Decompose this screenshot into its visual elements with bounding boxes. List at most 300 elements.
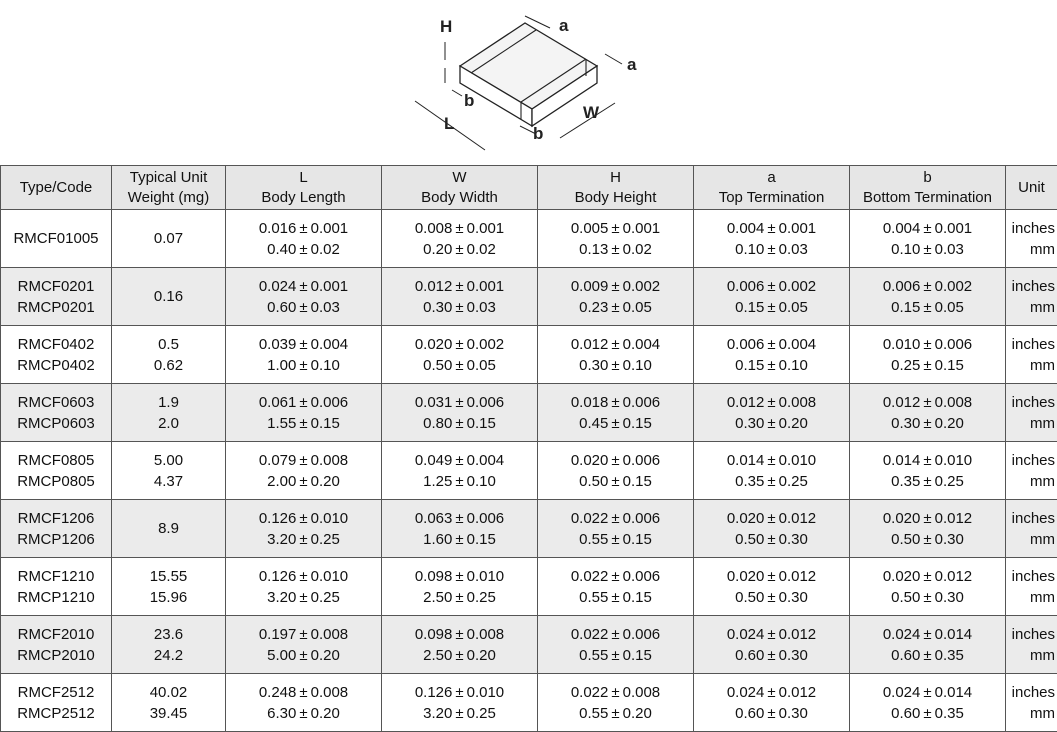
unit-weight: 0.62 (112, 355, 225, 376)
nominal-value: 0.006 (727, 336, 765, 353)
unit-weight: 0.5 (112, 334, 225, 355)
plus-minus-sign: ± (452, 415, 466, 432)
value-mm (382, 587, 537, 608)
unit-mm: mm (1006, 529, 1055, 550)
column-header-subtitle: Bottom Termination (850, 188, 1005, 208)
plus-minus-sign: ± (764, 299, 778, 316)
nominal-value: 6.30 (267, 705, 296, 722)
value-inches (694, 566, 849, 587)
tolerance-value: 0.008 (623, 684, 661, 701)
nominal-value: 0.020 (727, 510, 765, 527)
tolerance-value: 0.014 (935, 626, 973, 643)
plus-minus-sign: ± (764, 415, 778, 432)
tolerance-value: 0.20 (311, 647, 340, 664)
plus-minus-sign: ± (764, 473, 778, 490)
type-code: RMCP1210 (1, 587, 111, 608)
tolerance-value: 0.35 (935, 647, 964, 664)
nominal-value: 0.008 (415, 220, 453, 237)
dimension-cell (694, 326, 850, 384)
dimension-cell (694, 210, 850, 268)
tolerance-value: 0.001 (467, 278, 505, 295)
plus-minus-sign: ± (920, 647, 934, 664)
unit-inches: inches (1006, 508, 1055, 529)
value-mm (694, 413, 849, 434)
nominal-value: 0.126 (259, 568, 297, 585)
resistor-dimension-diagram (400, 8, 660, 158)
plus-minus-sign: ± (920, 336, 934, 353)
type-code: RMCF01005 (1, 228, 111, 249)
dimension-cell (694, 442, 850, 500)
value-inches (382, 276, 537, 297)
tolerance-value: 0.004 (467, 452, 505, 469)
dimension-cell (382, 558, 538, 616)
value-inches (226, 392, 381, 413)
value-mm (226, 239, 381, 260)
plus-minus-sign: ± (296, 394, 310, 411)
type-code: RMCF0201 (1, 276, 111, 297)
column-header (1006, 166, 1057, 210)
plus-minus-sign: ± (920, 568, 934, 585)
tolerance-value: 0.001 (467, 220, 505, 237)
nominal-value: 2.50 (423, 647, 452, 664)
value-inches (226, 334, 381, 355)
tolerance-value: 0.30 (935, 531, 964, 548)
nominal-value: 0.006 (727, 278, 765, 295)
dimension-cell (538, 558, 694, 616)
nominal-value: 0.061 (259, 394, 297, 411)
value-mm (226, 413, 381, 434)
weight-cell (112, 210, 226, 268)
plus-minus-sign: ± (452, 452, 466, 469)
value-mm (850, 471, 1005, 492)
unit-weight: 24.2 (112, 645, 225, 666)
nominal-value: 1.25 (423, 473, 452, 490)
nominal-value: 0.020 (415, 336, 453, 353)
value-mm (226, 703, 381, 724)
weight-cell (112, 500, 226, 558)
unit-weight: 15.96 (112, 587, 225, 608)
plus-minus-sign: ± (296, 241, 310, 258)
value-mm (850, 355, 1005, 376)
value-inches (538, 392, 693, 413)
table-row (1, 674, 1057, 732)
tolerance-value: 0.010 (935, 452, 973, 469)
nominal-value: 3.20 (267, 531, 296, 548)
nominal-value: 0.50 (579, 473, 608, 490)
tolerance-value: 0.002 (623, 278, 661, 295)
tolerance-value: 0.001 (623, 220, 661, 237)
table-row (1, 616, 1057, 674)
weight-cell (112, 442, 226, 500)
dimension-cell (382, 500, 538, 558)
nominal-value: 0.024 (883, 626, 921, 643)
nominal-value: 0.014 (727, 452, 765, 469)
value-mm (538, 471, 693, 492)
unit-inches: inches (1006, 392, 1055, 413)
plus-minus-sign: ± (296, 568, 310, 585)
nominal-value: 2.50 (423, 589, 452, 606)
plus-minus-sign: ± (452, 278, 466, 295)
dimensions-table (0, 165, 1057, 732)
nominal-value: 0.014 (883, 452, 921, 469)
tolerance-value: 0.010 (311, 510, 349, 527)
value-mm (694, 529, 849, 550)
nominal-value: 0.60 (735, 647, 764, 664)
value-mm (694, 297, 849, 318)
tolerance-value: 0.001 (311, 278, 349, 295)
column-header (226, 166, 382, 210)
nominal-value: 0.50 (735, 589, 764, 606)
tolerance-value: 0.30 (935, 589, 964, 606)
nominal-value: 0.126 (259, 510, 297, 527)
nominal-value: 0.079 (259, 452, 297, 469)
tolerance-value: 0.02 (467, 241, 496, 258)
column-header-subtitle: Body Height (538, 188, 693, 208)
type-code: RMCP0603 (1, 413, 111, 434)
tolerance-value: 0.006 (311, 394, 349, 411)
plus-minus-sign: ± (920, 299, 934, 316)
plus-minus-sign: ± (608, 568, 622, 585)
dimension-cell (226, 326, 382, 384)
tolerance-value: 0.001 (311, 220, 349, 237)
nominal-value: 0.60 (891, 647, 920, 664)
tolerance-value: 0.006 (935, 336, 973, 353)
unit-mm: mm (1006, 355, 1055, 376)
tolerance-value: 0.20 (467, 647, 496, 664)
nominal-value: 0.012 (727, 394, 765, 411)
tolerance-value: 0.10 (779, 357, 808, 374)
plus-minus-sign: ± (608, 589, 622, 606)
tolerance-value: 0.010 (467, 684, 505, 701)
nominal-value: 0.197 (259, 626, 297, 643)
column-header-subtitle: Top Termination (694, 188, 849, 208)
plus-minus-sign: ± (764, 531, 778, 548)
nominal-value: 0.016 (259, 220, 297, 237)
unit-mm: mm (1006, 297, 1055, 318)
unit-cell (1006, 268, 1057, 326)
nominal-value: 1.60 (423, 531, 452, 548)
unit-mm: mm (1006, 471, 1055, 492)
tolerance-value: 0.010 (467, 568, 505, 585)
value-mm (538, 297, 693, 318)
unit-cell (1006, 210, 1057, 268)
dimension-cell (538, 442, 694, 500)
dimension-cell (850, 558, 1006, 616)
plus-minus-sign: ± (452, 299, 466, 316)
nominal-value: 0.30 (891, 415, 920, 432)
dimension-cell (538, 500, 694, 558)
plus-minus-sign: ± (296, 357, 310, 374)
nominal-value: 5.00 (267, 647, 296, 664)
value-mm (538, 703, 693, 724)
tolerance-value: 0.15 (467, 531, 496, 548)
tolerance-value: 0.05 (467, 357, 496, 374)
plus-minus-sign: ± (920, 415, 934, 432)
plus-minus-sign: ± (608, 684, 622, 701)
tolerance-value: 0.30 (779, 705, 808, 722)
tolerance-value: 0.15 (467, 415, 496, 432)
tolerance-value: 0.006 (623, 626, 661, 643)
plus-minus-sign: ± (296, 705, 310, 722)
dimension-cell (382, 674, 538, 732)
plus-minus-sign: ± (920, 531, 934, 548)
type-code-cell (1, 616, 112, 674)
type-code: RMCF2512 (1, 682, 111, 703)
unit-mm: mm (1006, 239, 1055, 260)
nominal-value: 0.55 (579, 647, 608, 664)
nominal-value: 0.15 (891, 299, 920, 316)
nominal-value: 0.35 (891, 473, 920, 490)
nominal-value: 0.010 (883, 336, 921, 353)
value-mm (538, 645, 693, 666)
tolerance-value: 0.014 (935, 684, 973, 701)
table-row (1, 210, 1057, 268)
plus-minus-sign: ± (920, 394, 934, 411)
type-code: RMCF1210 (1, 566, 111, 587)
plus-minus-sign: ± (920, 473, 934, 490)
l-label: L (444, 114, 454, 133)
tolerance-value: 0.008 (779, 394, 817, 411)
value-mm (694, 471, 849, 492)
nominal-value: 1.00 (267, 357, 296, 374)
column-header (694, 166, 850, 210)
dimension-cell (382, 210, 538, 268)
unit-mm: mm (1006, 703, 1055, 724)
column-header-title: L (226, 168, 381, 188)
value-inches (694, 508, 849, 529)
unit-weight: 5.00 (112, 450, 225, 471)
tolerance-value: 0.008 (311, 626, 349, 643)
value-inches (538, 276, 693, 297)
nominal-value: 0.55 (579, 705, 608, 722)
plus-minus-sign: ± (296, 452, 310, 469)
tolerance-value: 0.008 (935, 394, 973, 411)
nominal-value: 0.022 (571, 684, 609, 701)
tolerance-value: 0.15 (935, 357, 964, 374)
tolerance-value: 0.15 (623, 531, 652, 548)
dimension-cell (694, 500, 850, 558)
nominal-value: 0.024 (727, 684, 765, 701)
nominal-value: 0.004 (727, 220, 765, 237)
unit-inches: inches (1006, 334, 1055, 355)
h-label: H (440, 17, 452, 36)
tolerance-value: 0.15 (623, 415, 652, 432)
value-mm (694, 239, 849, 260)
value-inches (382, 508, 537, 529)
plus-minus-sign: ± (452, 473, 466, 490)
tolerance-value: 0.002 (467, 336, 505, 353)
value-mm (850, 297, 1005, 318)
nominal-value: 0.80 (423, 415, 452, 432)
unit-mm: mm (1006, 413, 1055, 434)
unit-mm: mm (1006, 645, 1055, 666)
type-code: RMCP0201 (1, 297, 111, 318)
value-inches (382, 218, 537, 239)
plus-minus-sign: ± (296, 220, 310, 237)
plus-minus-sign: ± (452, 589, 466, 606)
dimension-cell (226, 558, 382, 616)
plus-minus-sign: ± (608, 705, 622, 722)
plus-minus-sign: ± (764, 626, 778, 643)
value-inches (226, 276, 381, 297)
column-header-subtitle: Body Length (226, 188, 381, 208)
value-inches (694, 218, 849, 239)
plus-minus-sign: ± (608, 415, 622, 432)
tolerance-value: 0.25 (935, 473, 964, 490)
plus-minus-sign: ± (608, 336, 622, 353)
nominal-value: 0.031 (415, 394, 453, 411)
value-mm (694, 587, 849, 608)
plus-minus-sign: ± (764, 357, 778, 374)
plus-minus-sign: ± (452, 510, 466, 527)
dimension-cell (538, 326, 694, 384)
plus-minus-sign: ± (920, 452, 934, 469)
plus-minus-sign: ± (920, 241, 934, 258)
dimension-cell (226, 442, 382, 500)
nominal-value: 0.50 (423, 357, 452, 374)
nominal-value: 0.024 (883, 684, 921, 701)
tolerance-value: 0.006 (623, 510, 661, 527)
nominal-value: 0.45 (579, 415, 608, 432)
plus-minus-sign: ± (296, 589, 310, 606)
value-mm (226, 471, 381, 492)
b-bottom-label: b (533, 124, 543, 143)
dimension-cell (694, 674, 850, 732)
tolerance-value: 0.03 (779, 241, 808, 258)
tolerance-value: 0.012 (779, 626, 817, 643)
weight-cell (112, 326, 226, 384)
plus-minus-sign: ± (452, 647, 466, 664)
dimension-cell (226, 674, 382, 732)
tolerance-value: 0.05 (623, 299, 652, 316)
value-inches (850, 682, 1005, 703)
tolerance-value: 0.15 (311, 415, 340, 432)
unit-weight: 1.9 (112, 392, 225, 413)
dimension-cell (850, 442, 1006, 500)
b-left-label: b (464, 91, 474, 110)
nominal-value: 0.55 (579, 589, 608, 606)
value-inches (538, 566, 693, 587)
value-inches (226, 218, 381, 239)
value-inches (382, 566, 537, 587)
type-code-cell (1, 558, 112, 616)
value-mm (382, 703, 537, 724)
plus-minus-sign: ± (764, 647, 778, 664)
type-code-cell (1, 268, 112, 326)
dimension-cell (538, 210, 694, 268)
value-inches (850, 392, 1005, 413)
column-header-title: W (382, 168, 537, 188)
nominal-value: 0.020 (883, 510, 921, 527)
tolerance-value: 0.002 (935, 278, 973, 295)
tolerance-value: 0.010 (311, 568, 349, 585)
dimension-cell (694, 384, 850, 442)
plus-minus-sign: ± (296, 473, 310, 490)
column-header-title: a (694, 168, 849, 188)
nominal-value: 0.13 (579, 241, 608, 258)
plus-minus-sign: ± (296, 626, 310, 643)
tolerance-value: 0.002 (779, 278, 817, 295)
nominal-value: 0.018 (571, 394, 609, 411)
dimension-cell (850, 616, 1006, 674)
dimension-cell (538, 616, 694, 674)
tolerance-value: 0.006 (467, 394, 505, 411)
plus-minus-sign: ± (296, 684, 310, 701)
type-code-cell (1, 442, 112, 500)
w-label: W (583, 103, 600, 122)
value-mm (850, 413, 1005, 434)
weight-cell (112, 616, 226, 674)
nominal-value: 2.00 (267, 473, 296, 490)
dimension-cell (850, 210, 1006, 268)
tolerance-value: 0.03 (311, 299, 340, 316)
table-row (1, 384, 1057, 442)
value-inches (382, 392, 537, 413)
value-inches (382, 624, 537, 645)
unit-weight: 0.16 (112, 286, 225, 307)
plus-minus-sign: ± (608, 626, 622, 643)
nominal-value: 0.005 (571, 220, 609, 237)
column-header-title: Unit (1006, 178, 1057, 198)
nominal-value: 0.10 (891, 241, 920, 258)
tolerance-value: 0.25 (779, 473, 808, 490)
value-inches (538, 624, 693, 645)
plus-minus-sign: ± (452, 357, 466, 374)
type-code-cell (1, 326, 112, 384)
plus-minus-sign: ± (452, 626, 466, 643)
nominal-value: 0.30 (735, 415, 764, 432)
value-mm (538, 587, 693, 608)
plus-minus-sign: ± (764, 705, 778, 722)
nominal-value: 0.40 (267, 241, 296, 258)
unit-cell (1006, 442, 1057, 500)
dimension-cell (538, 384, 694, 442)
plus-minus-sign: ± (920, 278, 934, 295)
a-side-label: a (627, 55, 637, 74)
plus-minus-sign: ± (608, 531, 622, 548)
value-inches (226, 508, 381, 529)
dimension-cell (382, 326, 538, 384)
plus-minus-sign: ± (296, 531, 310, 548)
column-header (1, 166, 112, 210)
tolerance-value: 0.25 (311, 589, 340, 606)
type-code: RMCF0402 (1, 334, 111, 355)
dimension-cell (694, 616, 850, 674)
nominal-value: 0.020 (571, 452, 609, 469)
table-body (1, 210, 1057, 732)
column-header (538, 166, 694, 210)
plus-minus-sign: ± (608, 220, 622, 237)
plus-minus-sign: ± (920, 220, 934, 237)
unit-weight: 0.07 (112, 228, 225, 249)
value-inches (694, 392, 849, 413)
tolerance-value: 0.004 (311, 336, 349, 353)
nominal-value: 0.020 (883, 568, 921, 585)
nominal-value: 0.020 (727, 568, 765, 585)
value-inches (850, 450, 1005, 471)
nominal-value: 0.60 (267, 299, 296, 316)
value-inches (850, 624, 1005, 645)
tolerance-value: 0.10 (311, 357, 340, 374)
type-code: RMCP2512 (1, 703, 111, 724)
tolerance-value: 0.006 (467, 510, 505, 527)
tolerance-value: 0.008 (311, 452, 349, 469)
nominal-value: 0.098 (415, 568, 453, 585)
value-inches (850, 508, 1005, 529)
value-mm (226, 587, 381, 608)
weight-cell (112, 268, 226, 326)
value-mm (226, 297, 381, 318)
